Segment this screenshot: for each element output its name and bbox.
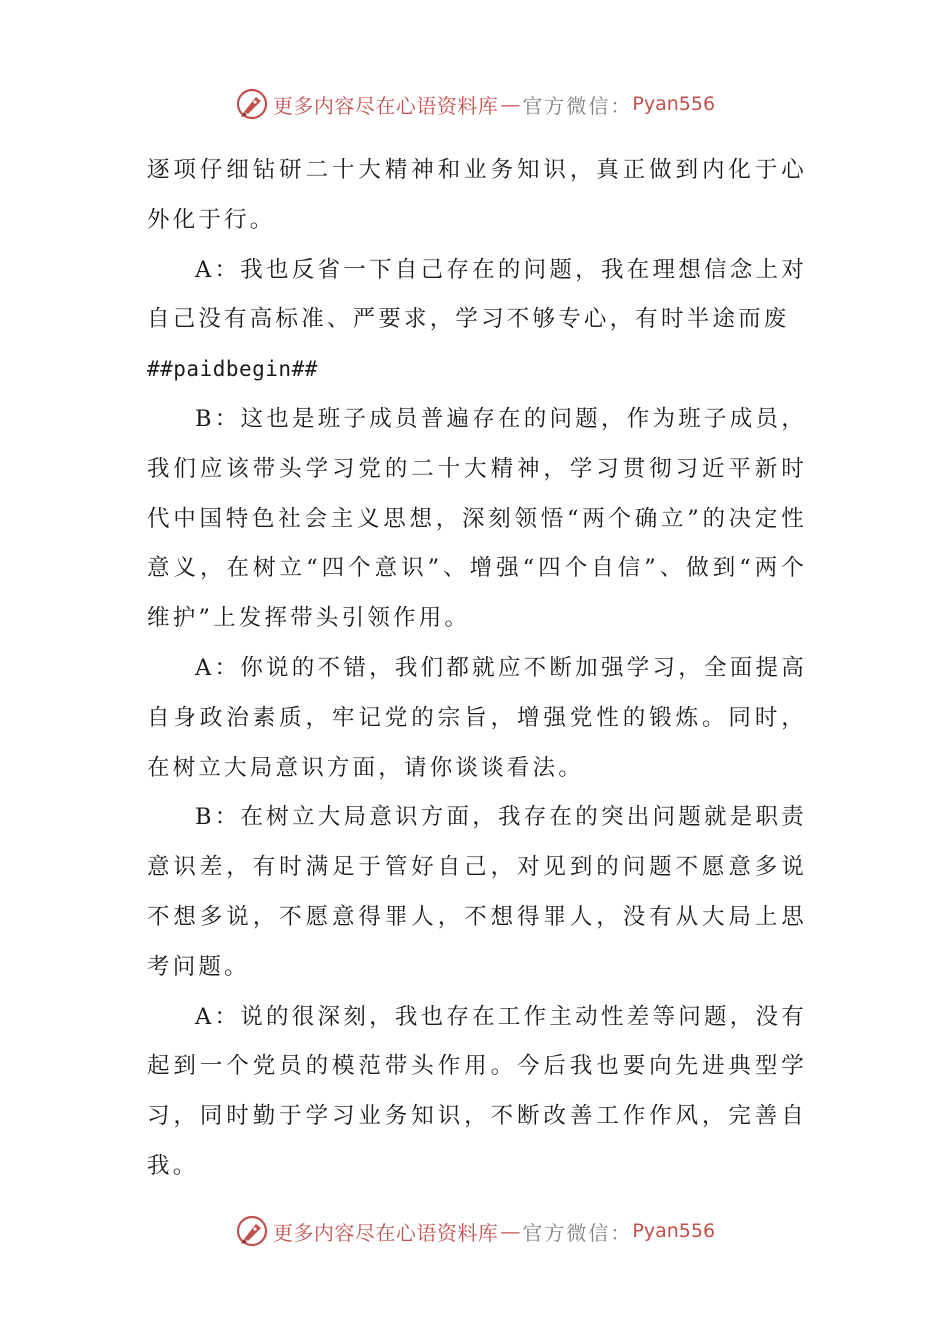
paragraph-6: A：说的很深刻，我也存在工作主动性差等问题，没有起到一个党员的模范带头作用。今后我也要向先进典型学习，同时勤于学习业务知识，不断改善工作作风，完善自我。: [147, 1003, 807, 1179]
pen-nib-circle-icon: [235, 87, 269, 121]
paragraph-4: A：你说的不错，我们都就应不断加强学习，全面提高自身政治素质，牢记党的宗旨，增强党性的锻炼。同时，在树立大局意识方面，请你谈谈看法。: [147, 654, 807, 781]
footer-banner: [0, 1211, 950, 1251]
banner-wechat-id: Pyan556: [632, 93, 716, 115]
paragraph-5: B：在树立大局意识方面，我存在的突出问题就是职责意识差，有时满足于管好自己，对见到的问题不愿意多说不想多说，不愿意得罪人，不想得罪人，没有从大局上思考问题。: [147, 804, 807, 980]
banner-wechat-label: 官方微信：: [522, 1220, 633, 1245]
header-banner: [0, 84, 950, 124]
paid-begin-marker: ##paidbegin##: [147, 357, 318, 382]
banner-dash: —: [500, 92, 521, 116]
paragraph-2: A：我也反省一下自己存在的问题，我在理想信念上对自己没有高标准、严要求，学习不够专心，有时半途而废: [147, 256, 807, 333]
banner-site-text: 更多内容尽在心语资料库: [272, 1220, 499, 1245]
banner-wechat-id: Pyan556: [632, 1220, 716, 1242]
paragraph-1: 逐项仔细钻研二十大精神和业务知识，真正做到内化于心外化于行。: [147, 157, 807, 233]
banner-dash: —: [500, 1219, 521, 1243]
paragraph-3: B：这也是班子成员普遍存在的问题，作为班子成员，我们应该带头学习党的二十大精神，学习贯彻习近平新时代中国特色社会主义思想，深刻领悟“两个确立”的决定性意义，在树立“四个意识”、增强“四个自信”、做到“两个维护”上发挥带头引领作用。: [147, 405, 807, 632]
banner-wechat-label: 官方微信：: [522, 93, 633, 118]
banner-site-text: 更多内容尽在心语资料库: [272, 93, 499, 118]
pen-nib-circle-icon: [235, 1214, 269, 1248]
document-body: [147, 146, 807, 1192]
